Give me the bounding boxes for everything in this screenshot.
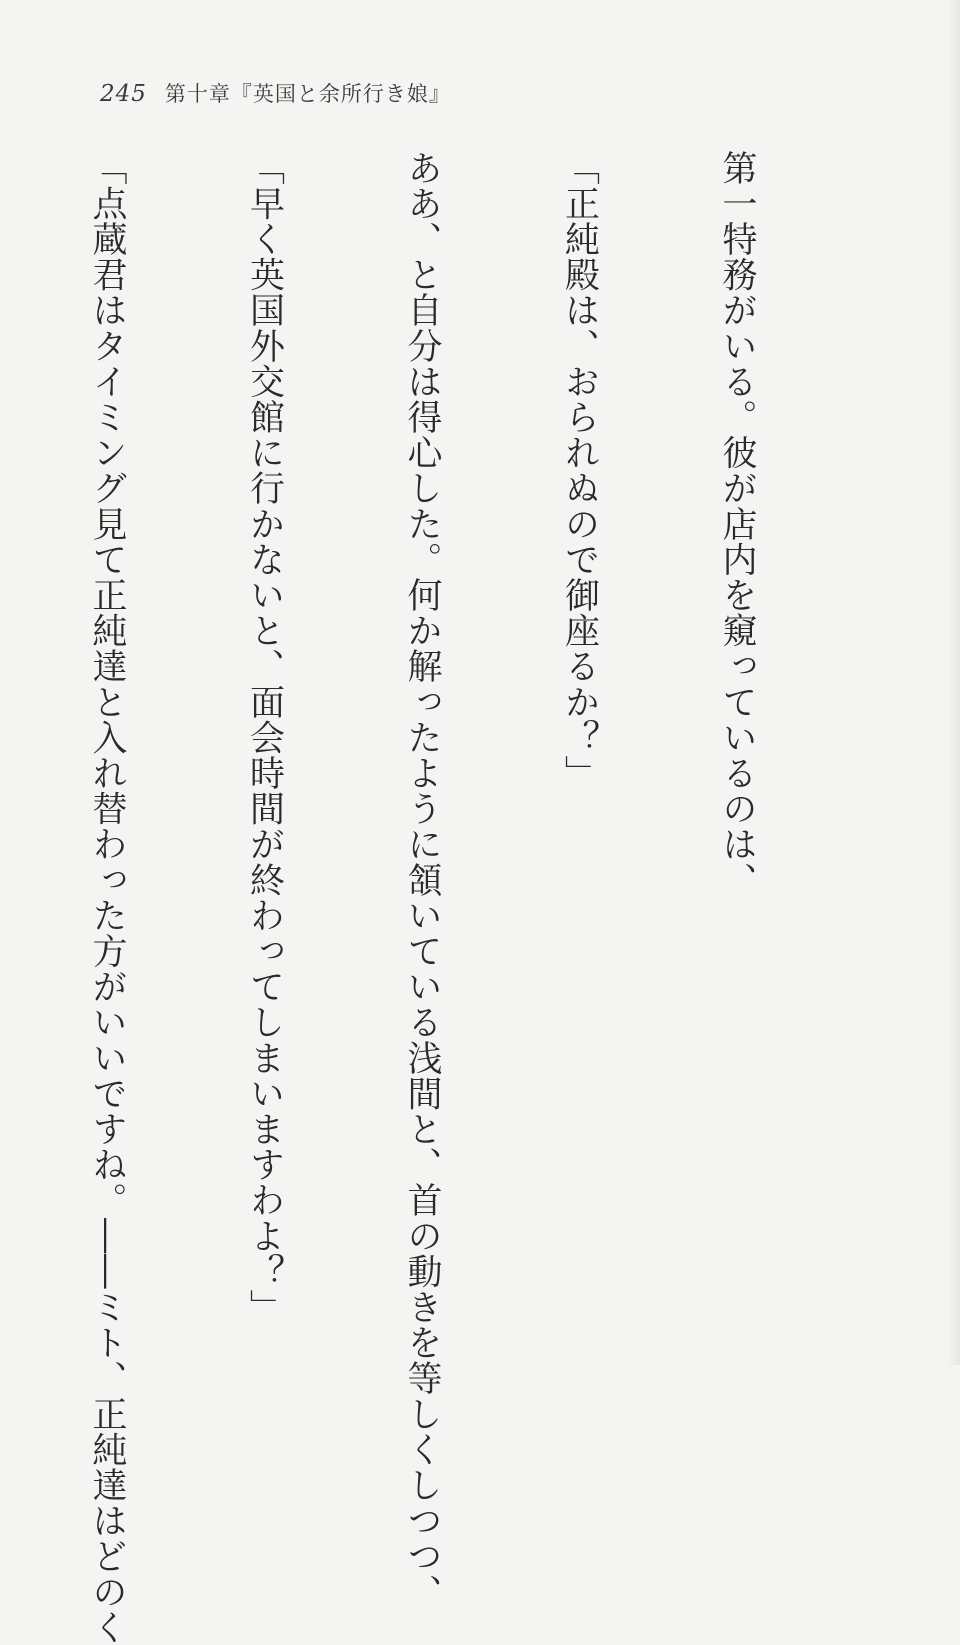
text-line: 「点蔵君はタイミング見て正純達と入れ替わった方がいいですね。――ミト、正純達はどのく	[87, 150, 127, 1645]
text-line: 第一特務がいる。彼が店内を窺っているのは、	[717, 150, 757, 898]
text-line: 「正純殿は、おられぬので御座るか？」	[559, 150, 600, 791]
text-line: 「早く英国外交館に行かないと、面会時間が終わってしまいますわよ？」	[244, 150, 285, 1325]
running-header	[100, 78, 451, 112]
chapter-title: 第十章『英国と余所行き娘』	[164, 82, 451, 106]
page-edge-shadow	[948, 0, 960, 1365]
page-number: 245	[100, 81, 147, 107]
text-line: ああ、と自分は得心した。何か解ったように頷いている浅間と、首の動きを等しくしつつ、	[402, 150, 442, 1610]
vertical-body-text	[0, 150, 868, 1645]
